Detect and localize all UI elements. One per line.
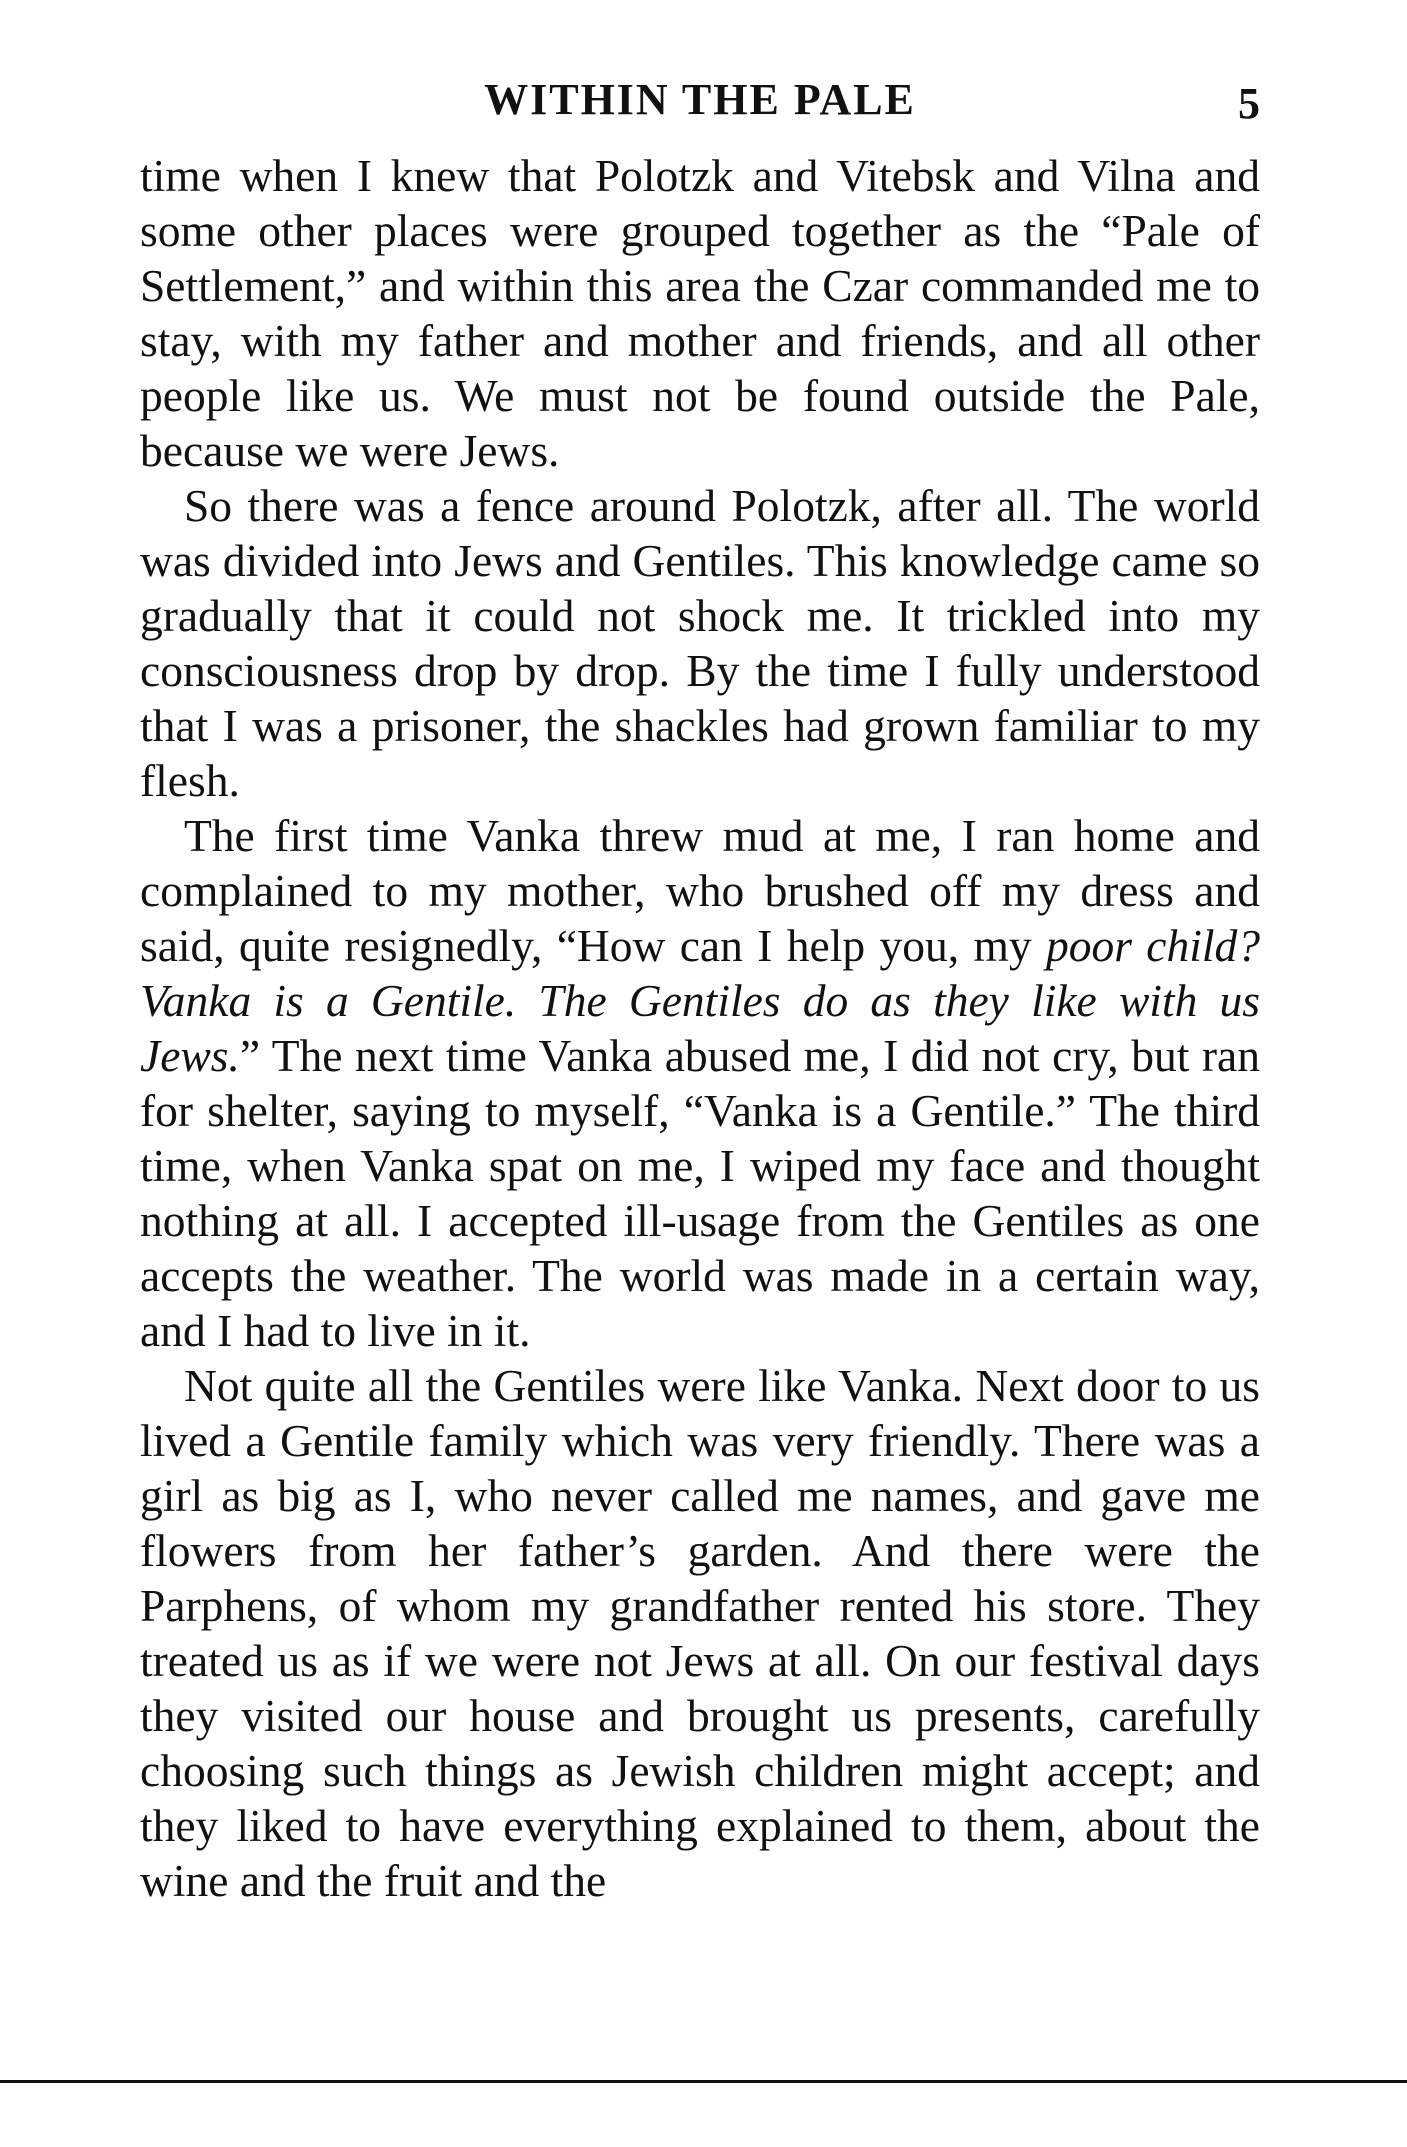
- paragraph: [140, 808, 1260, 1358]
- text-run: So there was a fence around Polotzk, after all. The world was divided into Jews and Gentiles. This knowledge came so gradually that it could not shock me. It trickled into my consciousness drop by drop. By the time I fully understood that I was a prisoner, the shackles had grown familiar to my flesh.: [140, 480, 1260, 806]
- paragraph: [140, 1358, 1260, 1908]
- running-title: WITHIN THE PALE: [484, 75, 916, 124]
- text-run: time when I knew that Polotzk and Vitebsk and Vilna and some other places were grouped together as the “Pale of Settlement,” and within this area the Czar commanded me to stay, with my father and mother and friends, and all other people like us. We must not be found outside the Pale, because we were Jews.: [140, 150, 1260, 476]
- italic-text-run: poor child? Vanka is a Gentile. The Gentiles do as they like with us Jews.: [140, 920, 1261, 1081]
- body-text: [140, 148, 1260, 1908]
- text-run: ” The next time Vanka abused me, I did not cry, but ran for shelter, saying to myself, “Vanka is a Gentile.” The third time, when Vanka spat on me, I wiped my face and thought nothing at all. I accepted ill-usage from the Gentiles as one accepts the weather. The world was made in a certain way, and I had to live in it.: [140, 1030, 1260, 1356]
- text-run: Not quite all the Gentiles were like Vanka. Next door to us lived a Gentile family which was very friendly. There was a girl as big as I, who never called me names, and gave me flowers from her father’s garden. And there were the Parphens, of whom my grandfather rented his store. They treated us as if we were not Jews at all. On our festival days they visited our house and brought us presents, carefully choosing such things as Jewish children might accept; and they liked to have everything explained to them, about the wine and the fruit and the: [140, 1360, 1260, 1906]
- text-run: The first time Vanka threw mud at me, I ran home and complained to my mother, who brushed off my dress and said, quite resignedly, “How can I help you, my: [140, 810, 1260, 971]
- page-number: 5: [1238, 79, 1260, 128]
- paragraph: [140, 478, 1260, 808]
- page-header: [140, 70, 1260, 130]
- paragraph: [140, 148, 1260, 478]
- bottom-rule: [0, 2080, 1407, 2083]
- book-page: [140, 70, 1260, 2060]
